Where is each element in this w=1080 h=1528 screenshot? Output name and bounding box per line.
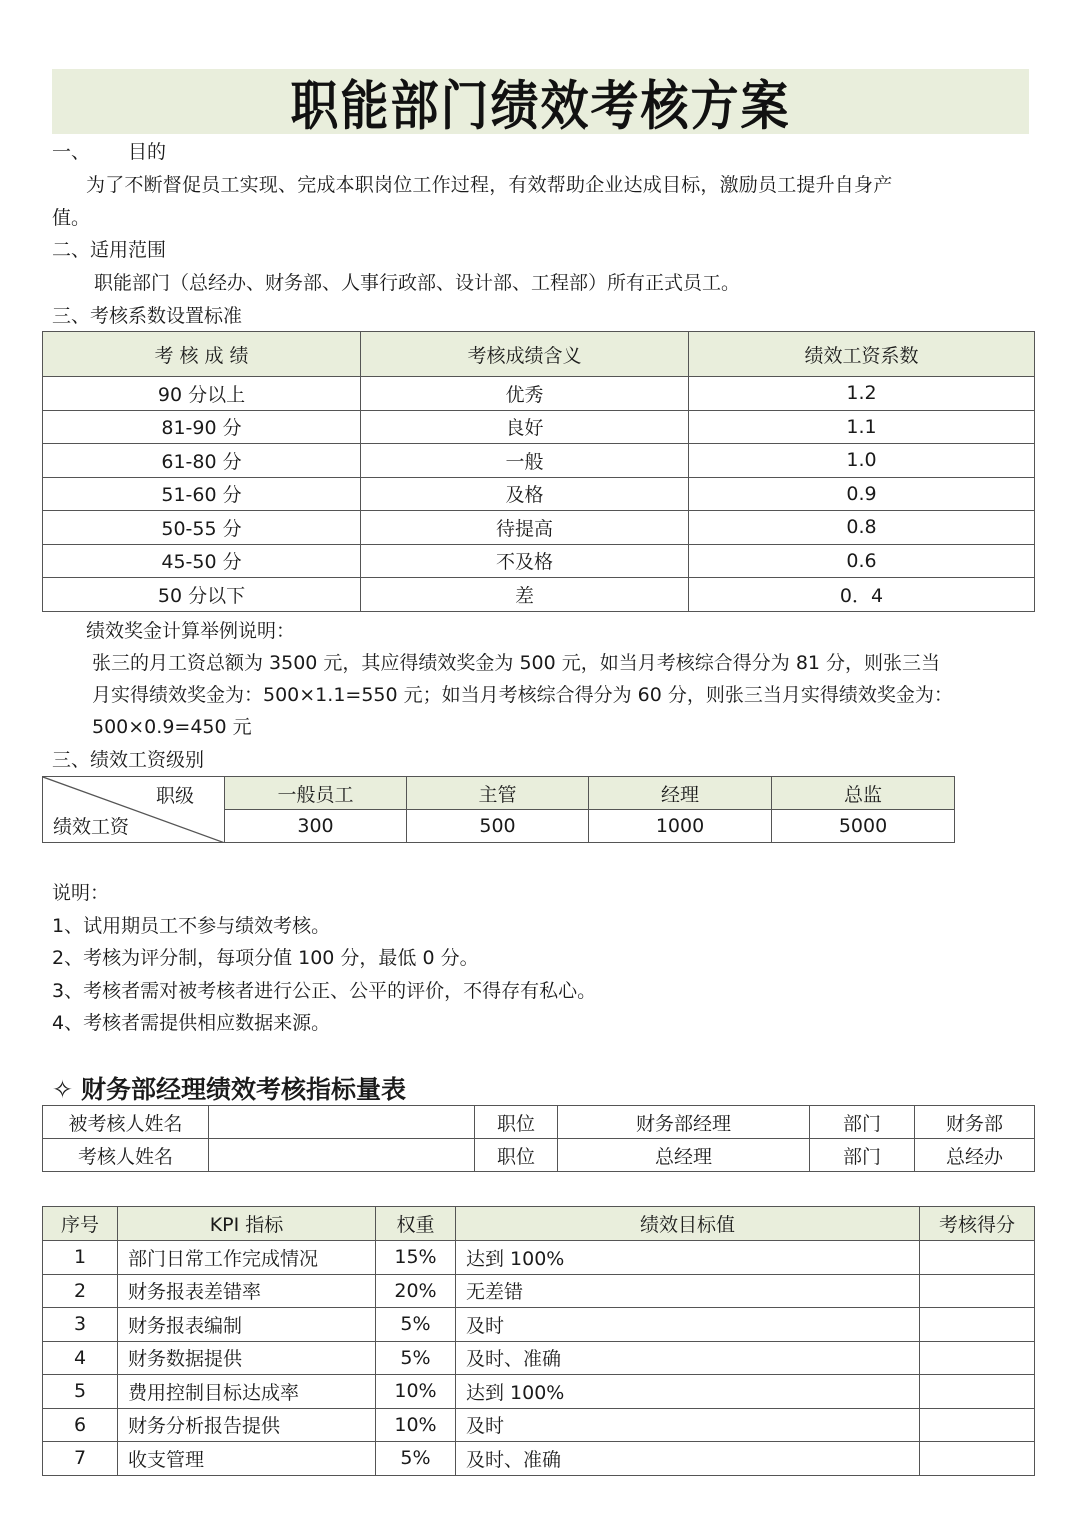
kpi-score-field[interactable] (920, 1341, 1035, 1375)
meaning-cell: 一般 (361, 444, 689, 478)
coefficient-cell: 0.6 (689, 544, 1035, 578)
example-line1: 张三的月工资总额为 3500 元，其应得绩效奖金为 500 元，如当月考核综合得分为 81 分，则张三当 (92, 652, 941, 674)
evaluator-name-label: 考核人姓名 (43, 1139, 209, 1172)
kpi-score-field[interactable] (920, 1241, 1035, 1275)
coefficient-cell: 0．4 (689, 578, 1035, 612)
coefficient-header-row (43, 332, 1035, 377)
kpi-target: 及时、准确 (456, 1442, 920, 1476)
kpi-name: 部门日常工作完成情况 (118, 1241, 376, 1275)
score-cell: 50 分以下 (43, 578, 361, 612)
meaning-cell: 待提高 (361, 511, 689, 545)
sparkle-icon: ✧ (52, 1075, 73, 1104)
section-purpose-heading: 目的 (128, 141, 167, 163)
score-cell: 90 分以上 (43, 377, 361, 411)
section-coefficient-heading: 三、考核系数设置标准 (52, 305, 243, 327)
purpose-body-line1: 为了不断督促员工实现、完成本职岗位工作过程，有效帮助企业达成目标，激励员工提升自身产 (86, 174, 893, 196)
kpi-target: 及时、准确 (456, 1341, 920, 1375)
table-row (43, 377, 1035, 411)
row-number: 3 (43, 1308, 118, 1342)
note-item: 3、考核者需对被考核者进行公正、公平的评价，不得存有私心。 (52, 980, 597, 1002)
note-item: 1、试用期员工不参与绩效考核。 (52, 915, 331, 937)
kpi-weight: 20% (376, 1274, 456, 1308)
coefficient-cell: 0.9 (689, 477, 1035, 511)
row-number: 2 (43, 1274, 118, 1308)
corner-label-salary: 绩效工资 (53, 816, 130, 838)
row-number: 6 (43, 1408, 118, 1442)
row-number: 7 (43, 1442, 118, 1476)
amount-cell: 1000 (589, 810, 772, 843)
kpi-score-field[interactable] (920, 1442, 1035, 1476)
kpi-target: 达到 100% (456, 1241, 920, 1275)
note-item: 2、考核为评分制，每项分值 100 分，最低 0 分。 (52, 947, 479, 969)
position-label: 职位 (475, 1139, 558, 1172)
kpi-target: 及时 (456, 1408, 920, 1442)
table-row (43, 578, 1035, 612)
level-header: 主管 (407, 777, 589, 810)
kpi-header-row (43, 1207, 1035, 1241)
example-line2: 月实得绩效奖金为：500×1.1=550 元；如当月考核综合得分为 60 分，则张三当月实得绩效奖金为： (92, 684, 953, 706)
meaning-cell: 差 (361, 578, 689, 612)
meaning-cell: 不及格 (361, 544, 689, 578)
meaning-cell: 良好 (361, 410, 689, 444)
kpi-weight: 10% (376, 1408, 456, 1442)
row-number: 1 (43, 1241, 118, 1275)
col-header-weight: 权重 (376, 1207, 456, 1241)
col-header-score: 考 核 成 绩 (43, 332, 361, 377)
position-value: 总经理 (558, 1139, 810, 1172)
coefficient-table (42, 331, 1035, 612)
score-cell: 61-80 分 (43, 444, 361, 478)
kpi-name: 费用控制目标达成率 (118, 1375, 376, 1409)
meaning-cell: 及格 (361, 477, 689, 511)
kpi-name: 财务数据提供 (118, 1341, 376, 1375)
position-value: 财务部经理 (558, 1106, 810, 1139)
table-row (43, 477, 1035, 511)
col-header-kpi: KPI 指标 (118, 1207, 376, 1241)
section-purpose-heading-num: 一、 (52, 141, 91, 163)
kpi-score-field[interactable] (920, 1375, 1035, 1409)
table-row (43, 1408, 1035, 1442)
document-title-banner (52, 69, 1029, 138)
kpi-score-field[interactable] (920, 1308, 1035, 1342)
kpi-weight: 15% (376, 1241, 456, 1275)
department-value: 财务部 (915, 1106, 1035, 1139)
kpi-weight: 5% (376, 1308, 456, 1342)
kpi-name: 收支管理 (118, 1442, 376, 1476)
table-row (43, 444, 1035, 478)
kpi-score-field[interactable] (920, 1408, 1035, 1442)
evaluatee-name-label: 被考核人姓名 (43, 1106, 209, 1139)
example-heading: 绩效奖金计算举例说明： (86, 620, 296, 642)
col-header-coefficient: 绩效工资系数 (689, 332, 1035, 377)
evaluator-row (43, 1139, 1035, 1172)
example-line3: 500×0.9=450 元 (92, 716, 252, 738)
level-header: 一般员工 (225, 777, 407, 810)
level-header: 总监 (772, 777, 955, 810)
kpi-name: 财务报表编制 (118, 1308, 376, 1342)
kpi-table (42, 1206, 1035, 1476)
table-row (43, 1375, 1035, 1409)
department-label: 部门 (810, 1139, 915, 1172)
level-header: 经理 (589, 777, 772, 810)
evaluatee-name-field[interactable] (209, 1106, 475, 1139)
table-row (43, 544, 1035, 578)
score-cell: 50-55 分 (43, 511, 361, 545)
meaning-cell: 优秀 (361, 377, 689, 411)
section-scope-heading: 二、适用范围 (52, 239, 167, 261)
kpi-target: 无差错 (456, 1274, 920, 1308)
coefficient-cell: 1.1 (689, 410, 1035, 444)
table-row (43, 410, 1035, 444)
kpi-name: 财务报表差错率 (118, 1274, 376, 1308)
table-row (43, 1442, 1035, 1476)
corner-diagonal-cell (43, 777, 225, 843)
kpi-target: 及时 (456, 1308, 920, 1342)
col-header-target: 绩效目标值 (456, 1207, 920, 1241)
coefficient-cell: 1.2 (689, 377, 1035, 411)
kpi-score-field[interactable] (920, 1274, 1035, 1308)
notes-heading: 说明： (52, 882, 110, 904)
kpi-name: 财务分析报告提供 (118, 1408, 376, 1442)
evaluator-name-field[interactable] (209, 1139, 475, 1172)
table-row (43, 1308, 1035, 1342)
document-title: 职能部门绩效考核方案 (290, 75, 791, 138)
col-header-no: 序号 (43, 1207, 118, 1241)
section-salary-level-heading: 三、绩效工资级别 (52, 749, 205, 771)
kpi-weight: 5% (376, 1341, 456, 1375)
kpi-sheet-heading: 财务部经理绩效考核指标量表 (80, 1075, 406, 1104)
department-value: 总经办 (915, 1139, 1035, 1172)
score-cell: 81-90 分 (43, 410, 361, 444)
row-number: 4 (43, 1341, 118, 1375)
scope-body: 职能部门（总经办、财务部、人事行政部、设计部、工程部）所有正式员工。 (94, 272, 741, 294)
position-label: 职位 (475, 1106, 558, 1139)
table-row (43, 1274, 1035, 1308)
kpi-weight: 5% (376, 1442, 456, 1476)
score-cell: 45-50 分 (43, 544, 361, 578)
salary-level-table (42, 776, 955, 843)
row-number: 5 (43, 1375, 118, 1409)
salary-header-row (43, 777, 955, 810)
coefficient-cell: 0.8 (689, 511, 1035, 545)
table-row (43, 1241, 1035, 1275)
evaluation-info-table (42, 1105, 1035, 1172)
amount-cell: 500 (407, 810, 589, 843)
table-row (43, 511, 1035, 545)
score-cell: 51-60 分 (43, 477, 361, 511)
corner-label-level: 职级 (155, 785, 194, 807)
col-header-score: 考核得分 (920, 1207, 1035, 1241)
kpi-sheet-title (52, 1070, 406, 1106)
kpi-weight: 10% (376, 1375, 456, 1409)
kpi-target: 达到 100% (456, 1375, 920, 1409)
col-header-meaning: 考核成绩含义 (361, 332, 689, 377)
evaluatee-row (43, 1106, 1035, 1139)
department-label: 部门 (810, 1106, 915, 1139)
coefficient-cell: 1.0 (689, 444, 1035, 478)
amount-cell: 300 (225, 810, 407, 843)
purpose-body-line2: 值。 (52, 207, 91, 229)
table-row (43, 1341, 1035, 1375)
amount-cell: 5000 (772, 810, 955, 843)
note-item: 4、考核者需提供相应数据来源。 (52, 1012, 331, 1034)
